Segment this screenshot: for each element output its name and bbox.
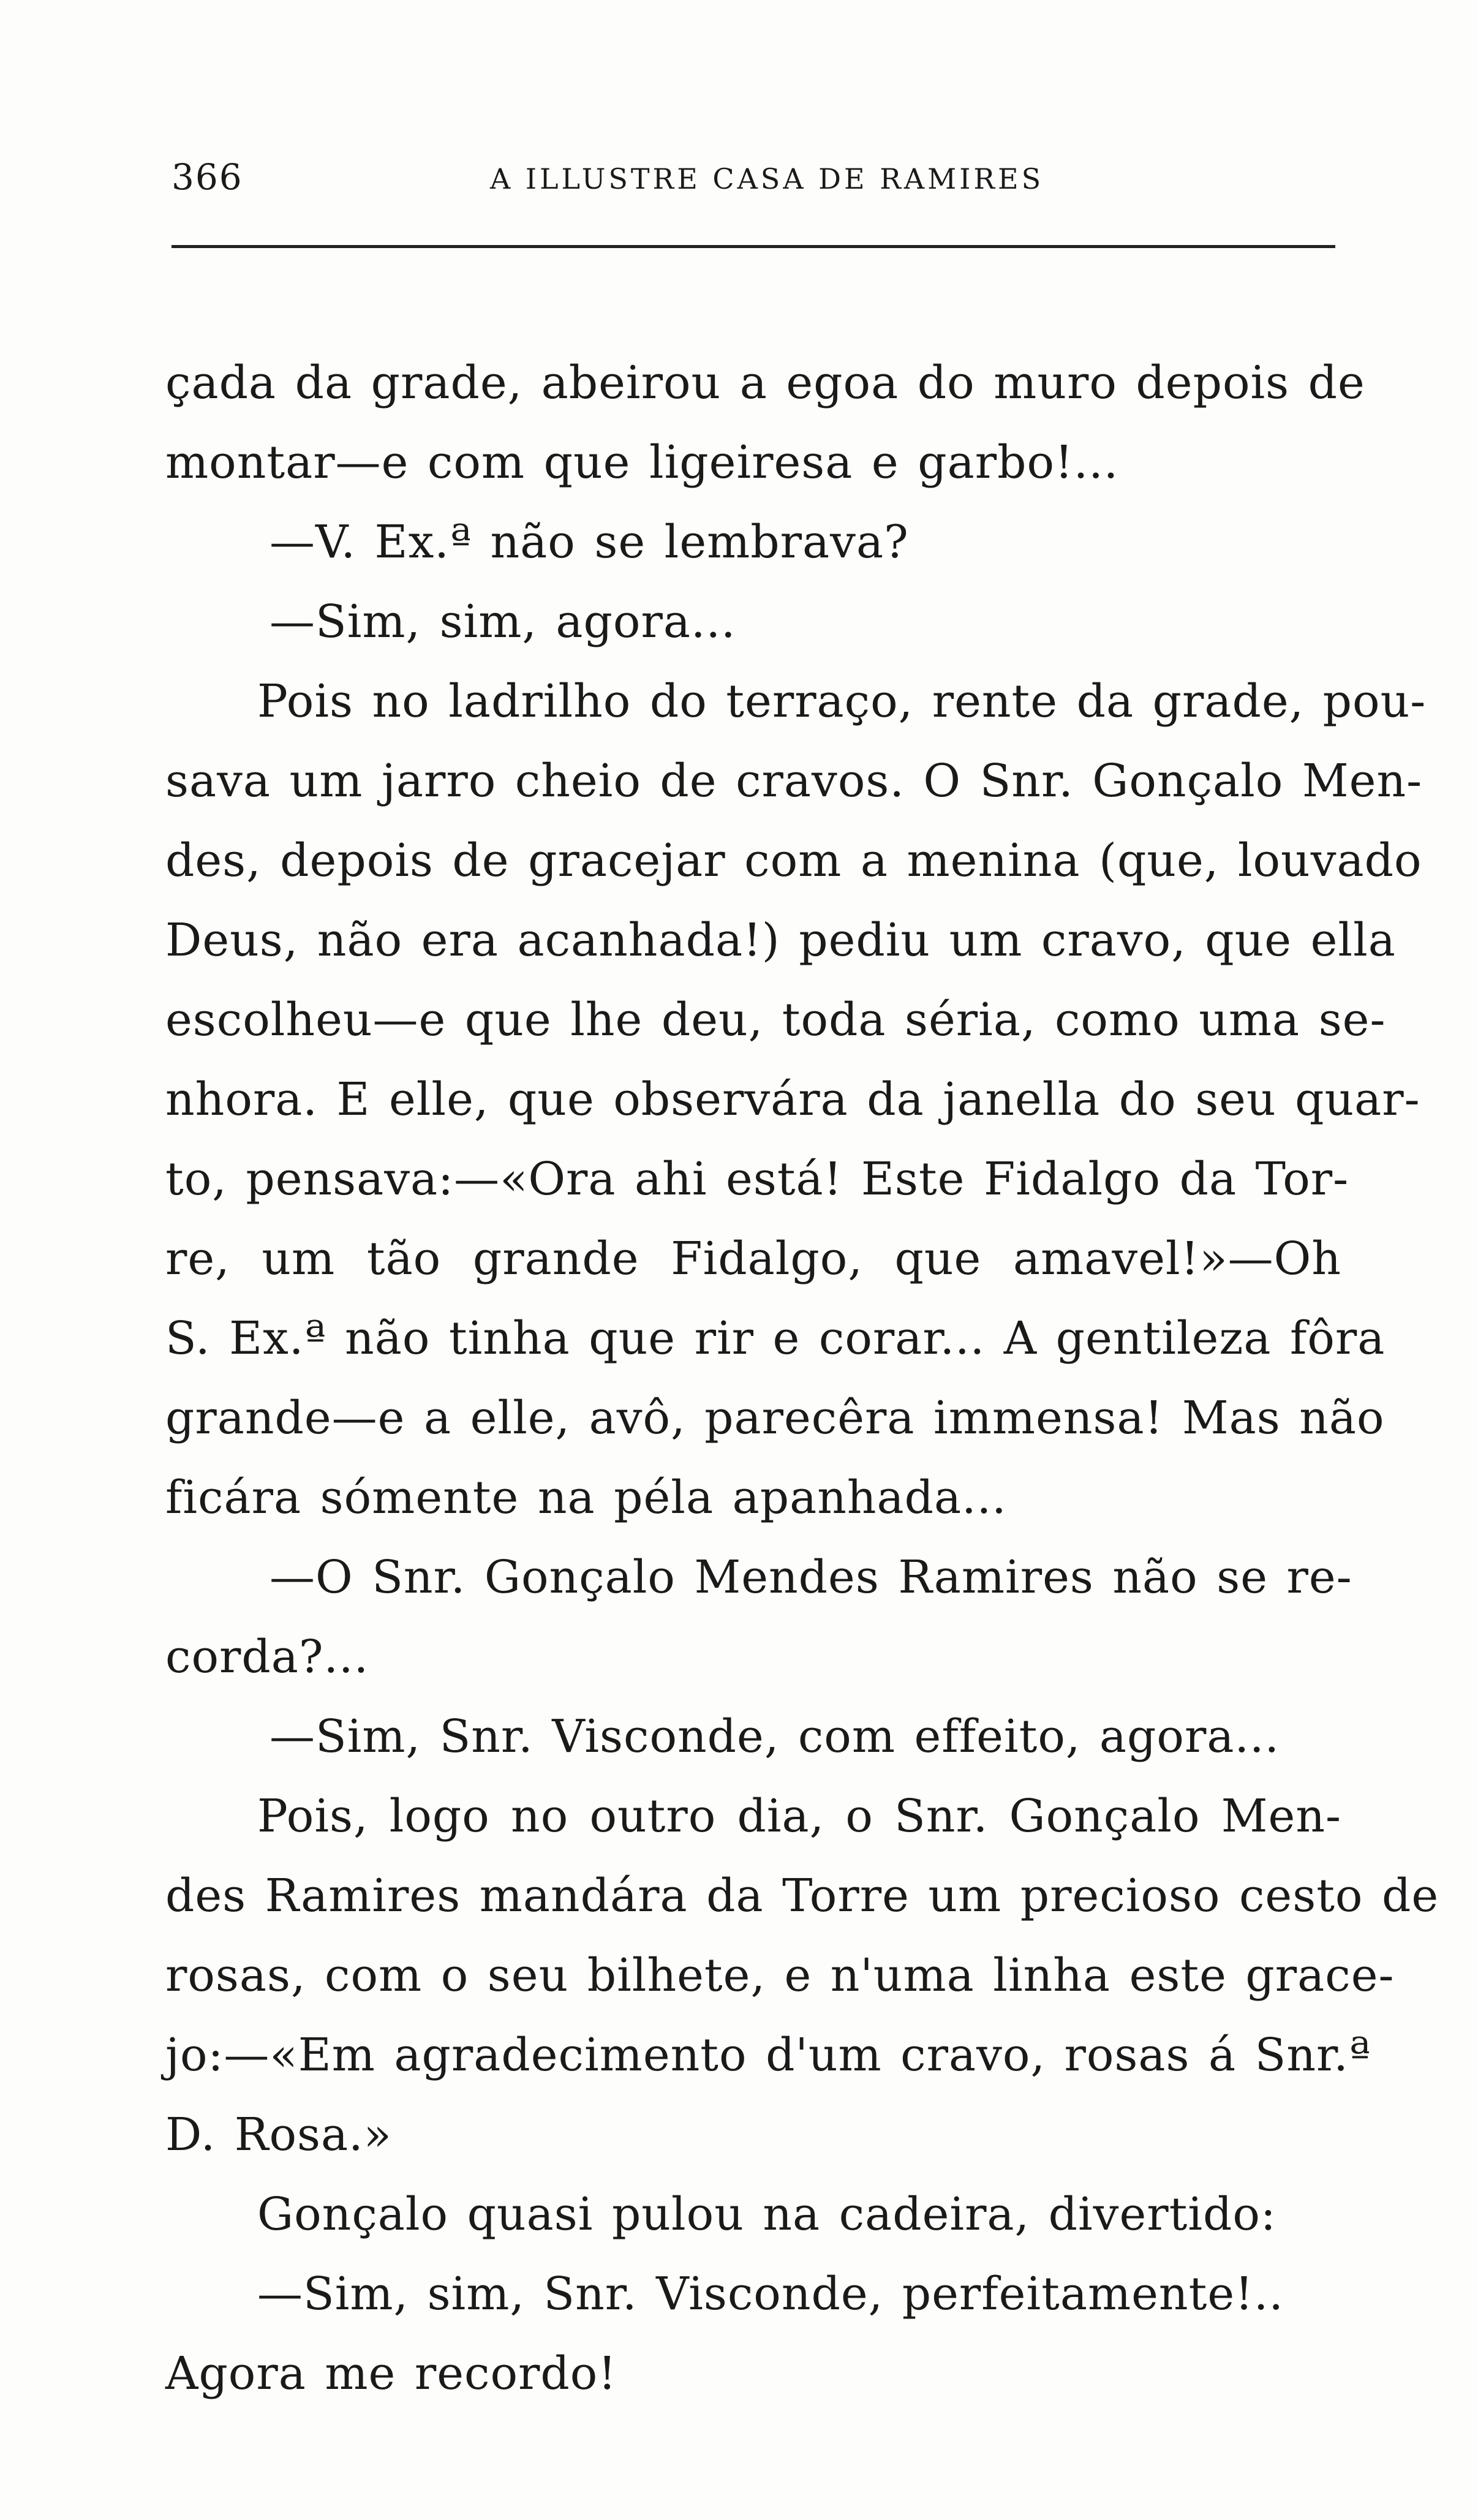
header-rule: [172, 245, 1335, 248]
text-line: Deus, não era acanhada!) pediu um cravo, que ella: [165, 914, 1396, 967]
text-line: —O Snr. Gonçalo Mendes Ramires não se re-: [270, 1551, 1352, 1604]
text-line: Pois no ladrilho do terraço, rente da grade, pou-: [257, 675, 1427, 728]
text-line: jo:—«Em agradecimento d'um cravo, rosas á Snr.ª: [165, 2029, 1371, 2081]
text-line: D. Rosa.»: [165, 2108, 392, 2161]
text-line: çada da grade, abeirou a egoa do muro depois de: [165, 356, 1365, 409]
text-line: Agora me recordo!: [165, 2347, 617, 2400]
text-line: to, pensava:—«Ora ahi está! Este Fidalgo da Tor-: [165, 1153, 1349, 1205]
text-line: S. Ex.ª não tinha que rir e corar... A gentileza fôra: [165, 1312, 1386, 1365]
running-title: A ILLUSTRE CASA DE RAMIRES: [490, 162, 1044, 195]
text-line: des, depois de gracejar com a menina (que, louvado: [165, 834, 1422, 887]
text-line: montar—e com que ligeiresa e garbo!...: [165, 436, 1119, 489]
text-line: grande—e a elle, avô, parecêra immensa! Mas não: [165, 1392, 1385, 1444]
text-line: —Sim, sim, agora...: [270, 595, 736, 648]
body-text: [165, 343, 1439, 2413]
text-line: ficára sómente na péla apanhada...: [165, 1471, 1007, 1524]
text-line: des Ramires mandára da Torre um precioso cesto de: [165, 1869, 1439, 1922]
text-line: re, um tão grande Fidalgo, que amavel!»—Oh: [165, 1232, 1341, 1285]
text-line: —V. Ex.ª não se lembrava?: [270, 516, 909, 568]
page-header: [172, 156, 1335, 205]
text-line: Pois, logo no outro dia, o Snr. Gonçalo Men-: [257, 1790, 1341, 1843]
text-line: escolheu—e que lhe deu, toda séria, como uma se-: [165, 994, 1386, 1046]
text-line: corda?...: [165, 1631, 369, 1683]
text-line: nhora. E elle, que observára da janella do seu quar-: [165, 1073, 1420, 1126]
text-line: —Sim, sim, Snr. Visconde, perfeitamente!..: [257, 2268, 1284, 2320]
text-line: —Sim, Snr. Visconde, com effeito, agora...: [270, 1710, 1280, 1763]
page-number: 366: [172, 156, 243, 198]
text-line: rosas, com o seu bilhete, e n'uma linha este grace-: [165, 1949, 1395, 2002]
text-line: Gonçalo quasi pulou na cadeira, divertido:: [257, 2188, 1276, 2241]
text-line: sava um jarro cheio de cravos. O Snr. Gonçalo Men-: [165, 755, 1423, 807]
